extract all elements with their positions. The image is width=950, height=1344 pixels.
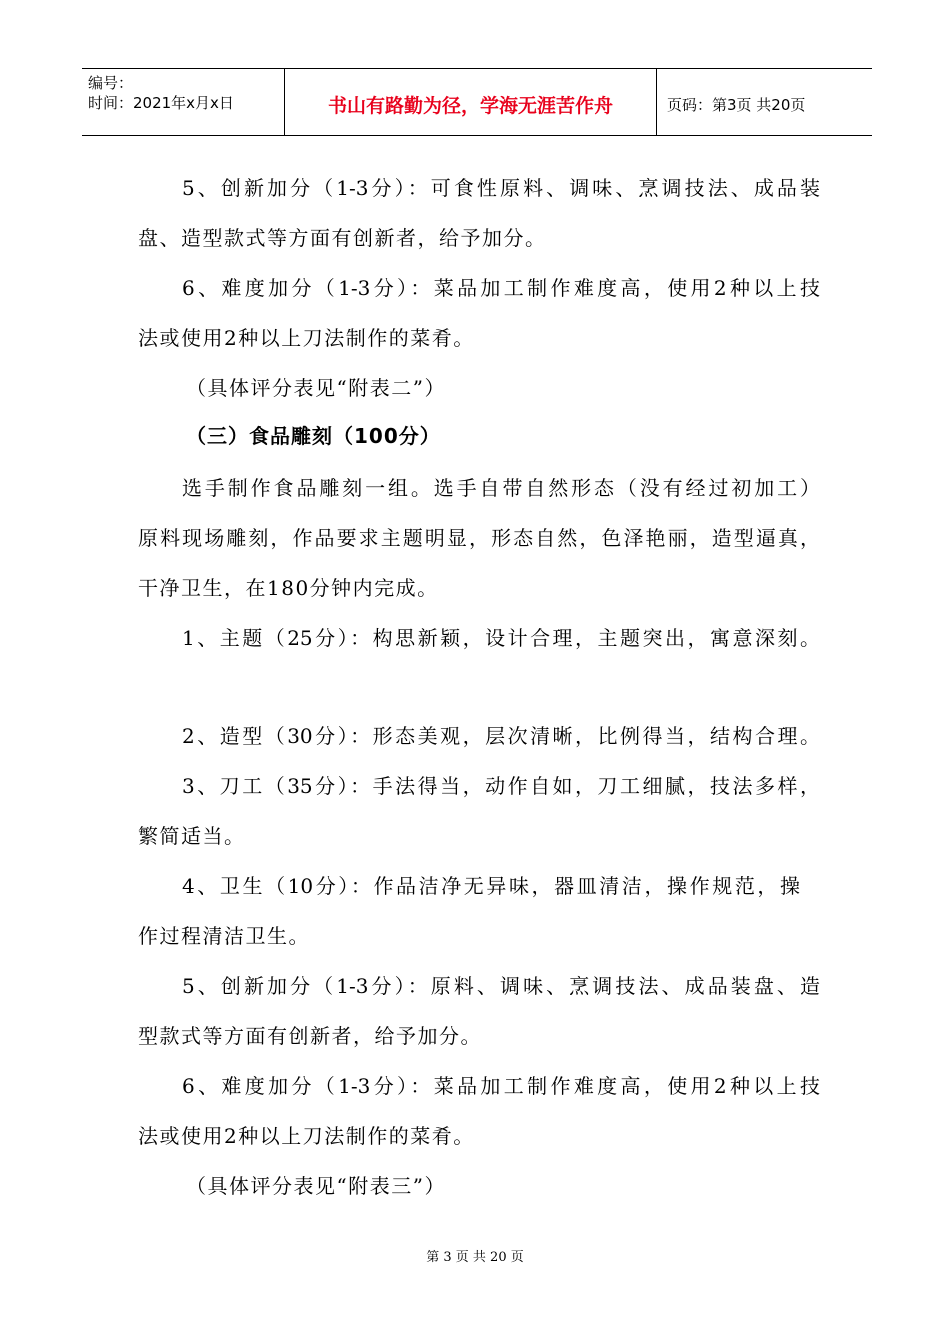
body-line: （具体评分表见“附表二”） [186, 376, 446, 400]
body-line: 盘、造型款式等方面有创新者，给予加分。 [138, 226, 547, 250]
body-line: 4、卫生（10分）：作品洁净无异味，器皿清洁，操作规范，操 [182, 874, 800, 898]
body-line: 作过程清洁卫生。 [138, 924, 310, 948]
body-line: 1、主题（25分）：构思新颖，设计合理，主题突出，寓意深刻。 [182, 626, 820, 650]
body-line: 6、难度加分（1-3分）：菜品加工制作难度高，使用2种以上技 [182, 1074, 820, 1098]
section-heading: （三）食品雕刻（100分） [186, 424, 441, 448]
body-line: 2、造型（30分）：形态美观，层次清晰，比例得当，结构合理。 [182, 724, 820, 748]
body-line: 原料现场雕刻，作品要求主题明显，形态自然，色泽艳丽，造型逼真， [138, 526, 820, 550]
header-motto: 书山有路勤为径，学海无涯苦作舟 [285, 69, 657, 135]
body-line: 5、创新加分（1-3分）：原料、调味、烹调技法、成品装盘、造 [182, 974, 820, 998]
body-line: 5、创新加分（1-3分）：可食性原料、调味、烹调技法、成品装 [182, 176, 820, 200]
header-number-label: 编号： [88, 74, 134, 92]
body-line: （具体评分表见“附表三”） [186, 1174, 446, 1198]
header-time-label: 时间：2021年x月x日 [88, 94, 234, 112]
body-line: 3、刀工（35分）：手法得当，动作自如，刀工细腻，技法多样， [182, 774, 820, 798]
header-meta [82, 69, 285, 135]
body-line: 选手制作食品雕刻一组。选手自带自然形态（没有经过初加工） [182, 476, 820, 500]
page-header [82, 68, 872, 136]
body-line: 法或使用2种以上刀法制作的菜肴。 [138, 1124, 475, 1148]
body-line: 繁简适当。 [138, 824, 246, 848]
body-line: 法或使用2种以上刀法制作的菜肴。 [138, 326, 475, 350]
header-page-info: 页码：第3页 共20页 [667, 95, 806, 114]
body-line: 型款式等方面有创新者，给予加分。 [138, 1024, 482, 1048]
body-line: 干净卫生，在180分钟内完成。 [138, 576, 439, 600]
page-footer: 第 3 页 共 20 页 [426, 1250, 524, 1265]
body-line: 6、难度加分（1-3分）：菜品加工制作难度高，使用2种以上技 [182, 276, 820, 300]
